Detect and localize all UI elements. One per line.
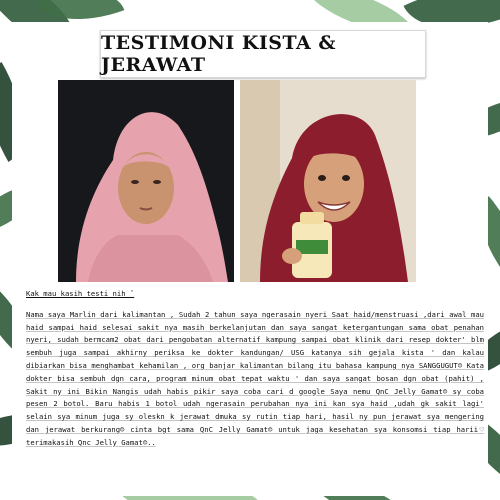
before-photo <box>58 80 234 282</box>
testimonial-card <box>12 22 488 496</box>
page-title: TESTIMONI KISTA & JERAWAT <box>101 32 337 76</box>
after-photo <box>240 80 416 282</box>
testimony-greeting: Kak mau kasih testi nih ˇ <box>26 289 135 298</box>
testimony-body: Nama saya Marlin dari kalimantan , Sudah 2 tahun saya ngerasain nyeri Saat haid/menstruasi ,dari awal mau haid sampai haid selesai sakit nya masih berkelanjutan dan saya sangat ketergantungan sama obat penahan nyeri, sudah bermcam2 obat dari pengobatan alternatif kampung sampai obat klinik dari resep dokter' blm sembuh juga sampai akhirny periksa ke dokter kandungan/ USG katanya sih gejala kista ' dan kalau dibiarkan bisa menghambat kehamilan , org banjar kalimantan bilang itu bahasa kampung nya SANGGUGUT☹ Kata dokter bisa sembuh dgn cara, program minum obat tepat waktu ' dan saya sangat bosan dgn obat (pahit) , Sakit ny ini Bikin Nangis udah habis pikir saya coba cari d google Saya nemu QnC Jelly Gamat☺ sy coba pesen 2 botol. Baru habis 1 botol udah ngerasain perubahan nya ini kan sya haid ,udah gk sakit lagi' selain sya minum juga sy oleskn k jerawat dmuka sy rutin tiap hari, hasil ny pun jerawat sya mengering dan jerawat berkurang☺ cinta bgt sama QnC Jelly Gamat☺ untuk jaga kesehatan sya konsomsi tiap harii♡ terimakasih Qnc Jelly Gamat☺.. <box>26 309 484 447</box>
before-photo-illustration <box>58 80 234 282</box>
title-box <box>100 30 426 78</box>
testimony-section <box>26 288 484 450</box>
after-photo-illustration <box>240 80 416 282</box>
